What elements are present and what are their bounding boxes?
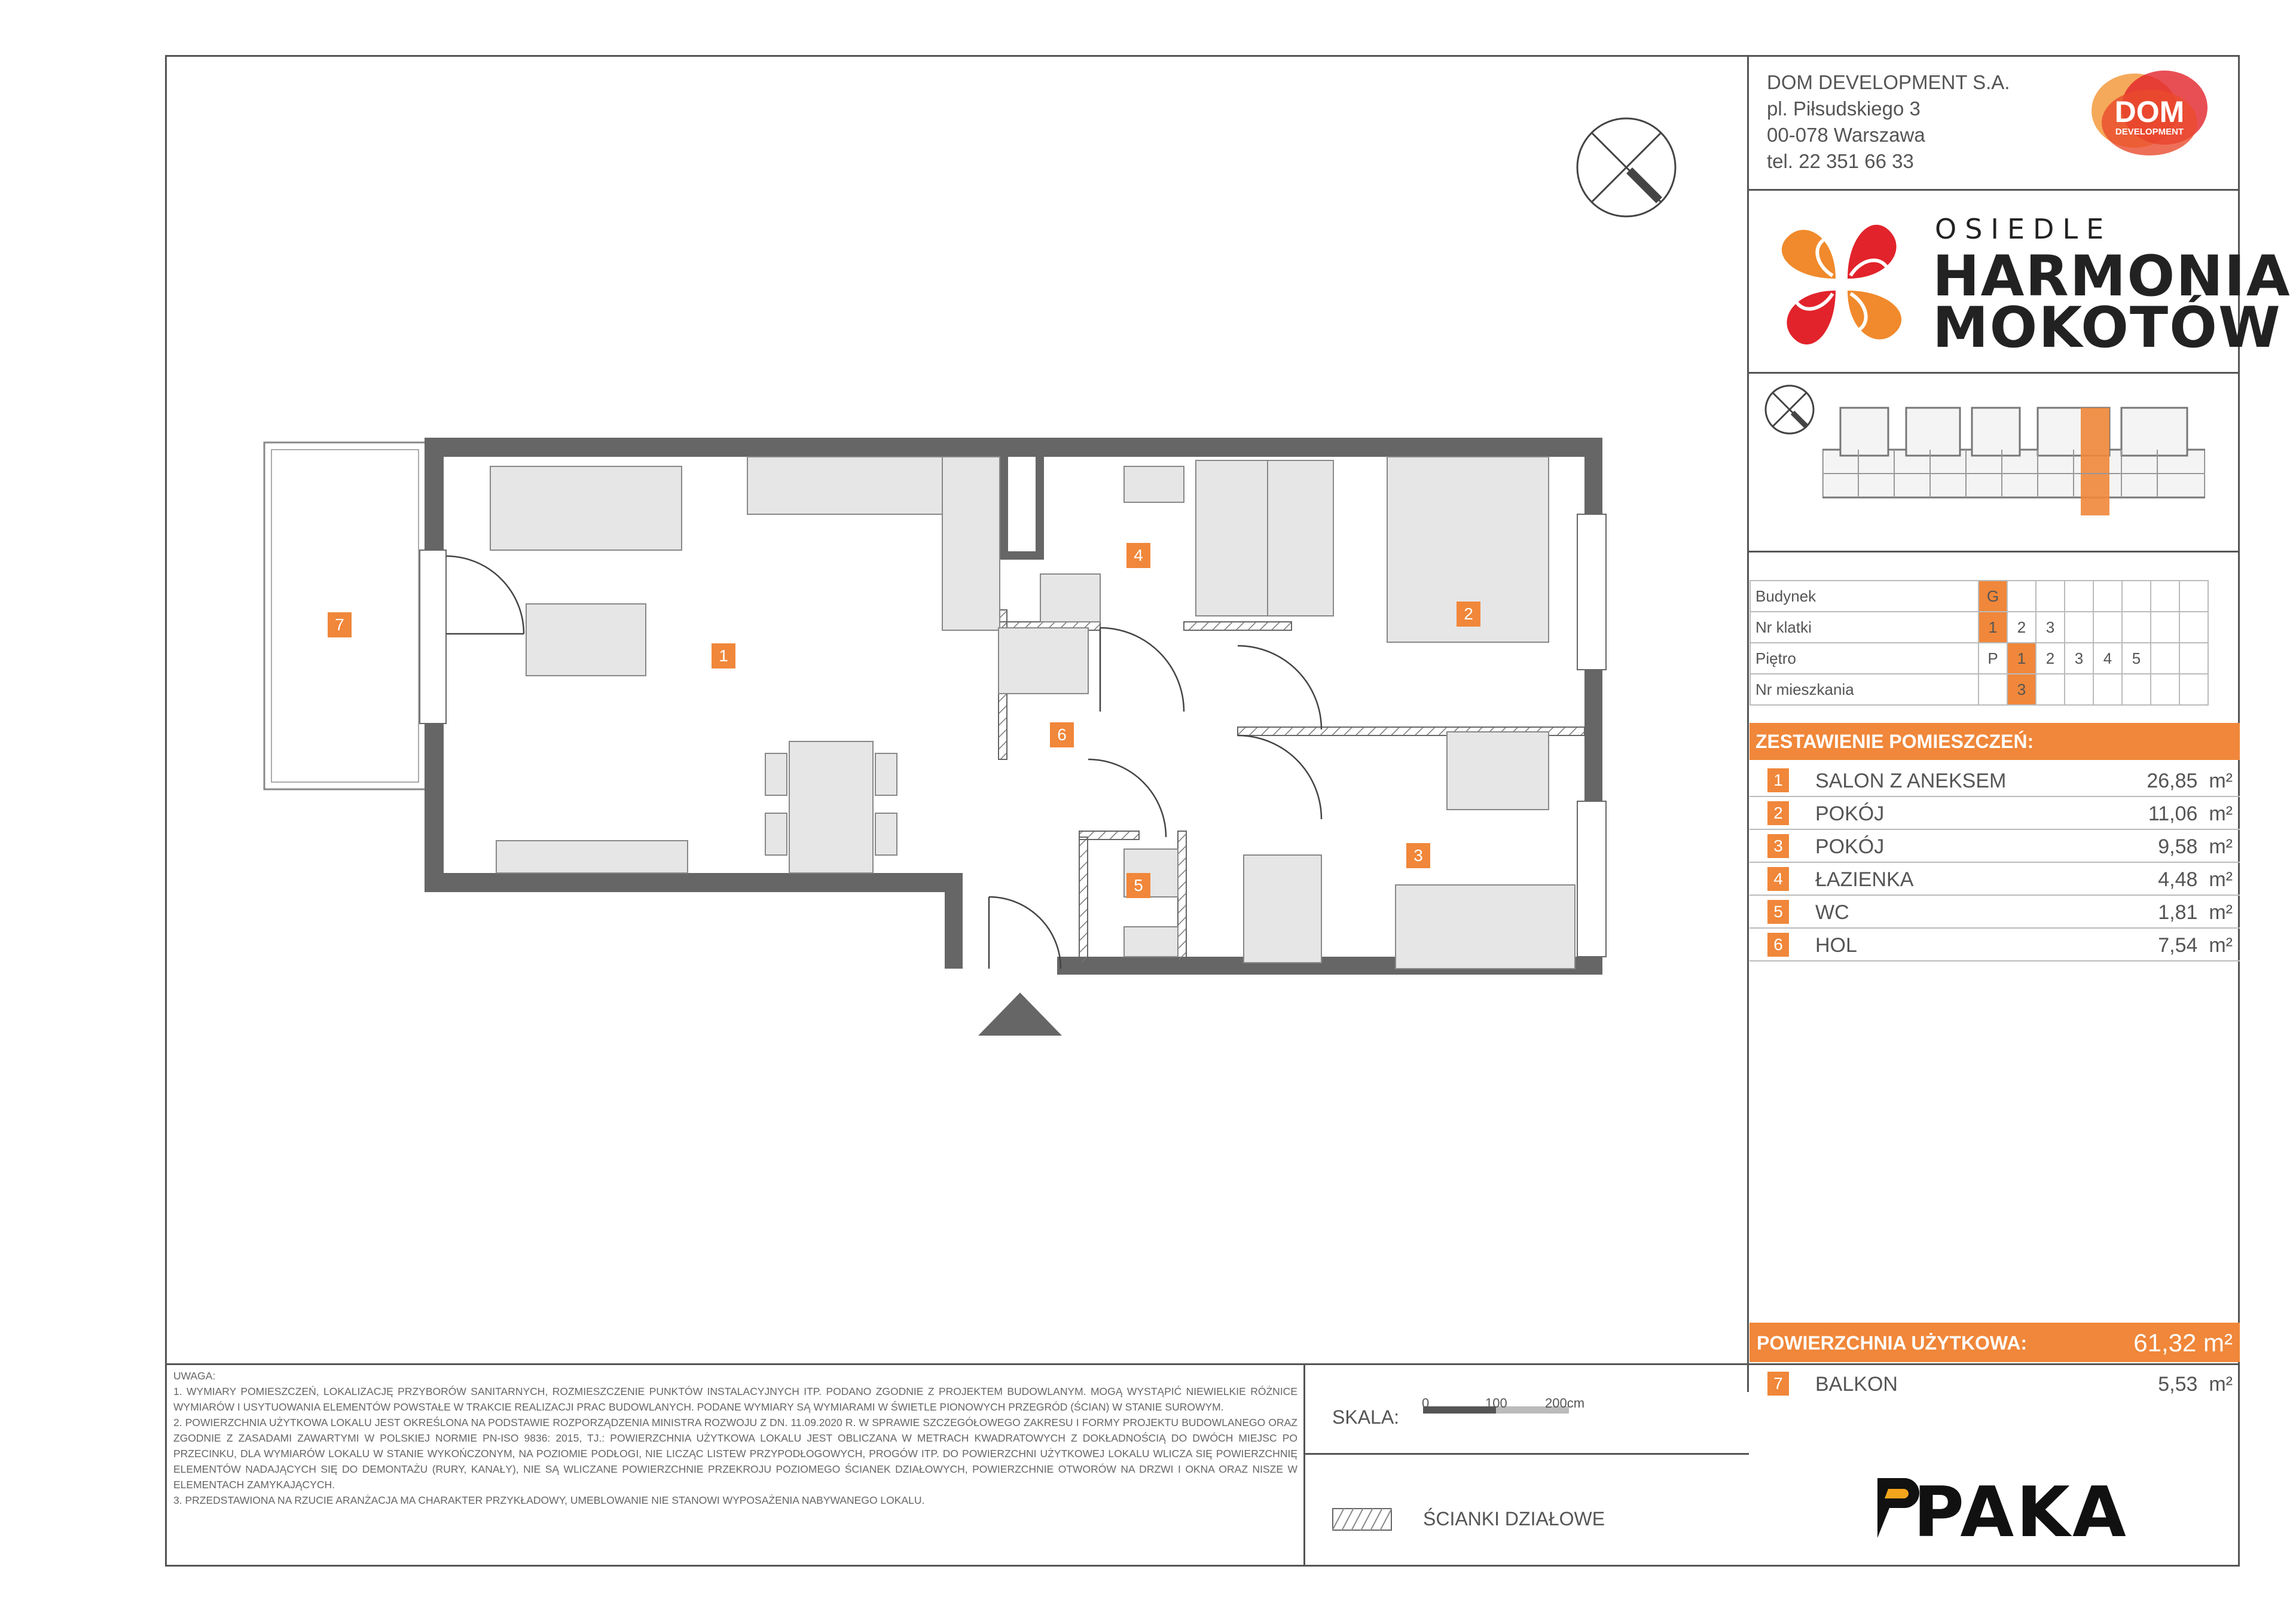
apartment-details-table xyxy=(1750,580,2209,706)
total-label: POWIERZCHNIA UŻYTKOWA: xyxy=(1757,1332,2028,1354)
note-2: 2. POWIERZCHNIA UŻYTKOWA LOKALU JEST OKREŚLONA NA PODSTAWIE ROZPORZĄDZENIA MINISTRA ROZWOJU Z DN. 11.09.2020 R. W SPRAWIE SZCZEGÓŁOWEGO ZAKRESU I FORMY PROJEKTU BUDOWLANEGO ORAZ ZGODNIE Z ZASADAMI ZAWARTYMI W POLSKIEJ NORMIE PN-ISO 9836: 2015, TJ.: POWIERZCHNIA UŻYTKOWA LOKALU JEST OBLICZANA W METRACH KWADRATOWYCH Z DOKŁADNOŚCIĄ DO DWÓCH MIEJSC PO PRZECINKU, DLA WYMIARÓW LOKALU W STANIE WYKOŃCZONYM, NA POZIOMIE PODŁOGI, NIE LICZĄC LISTEW PRZYPODŁOGOWYCH, PROGÓW ITP. DO POWIERZCHNI UŻYTKOWEJ LOKALU WLICZA SIĘ POWIERZCHNIĘ ELEMENTÓW NADAJĄCYCH SIĘ DO DEMONTAŻU (RURY, KANAŁY), NIE SĄ WLICZANE POWIERZCHNIE PRZEKROJU POZIOMEGO ŚCIANEK DZIAŁOWYCH, POWIERZCHNIE OTWORÓW NA DRZWI I OKNA ORAZ NISZE W ELEMENTACH ZAMYKAJĄCYCH. xyxy=(173,1417,1297,1491)
plan-label-1: 1 xyxy=(712,643,735,668)
disclaimer-notes xyxy=(173,1368,1297,1508)
room-area: 11,06 xyxy=(2148,802,2198,825)
plan-label-4: 4 xyxy=(1126,543,1150,568)
floor-value-4: 4 xyxy=(2093,643,2122,674)
room-row xyxy=(1750,765,2240,797)
room-unit: m² xyxy=(2209,868,2233,891)
room-row xyxy=(1750,896,2240,929)
legend-walls-label: ŚCIANKI DZIAŁOWE xyxy=(1423,1508,1605,1530)
building-label: Budynek xyxy=(1750,581,1979,612)
plan-label-7: 7 xyxy=(328,612,352,637)
project-title-line1: OSIEDLE xyxy=(1935,213,2112,245)
divider-keyplan xyxy=(1747,551,2240,552)
north-compass-icon xyxy=(1573,114,1680,224)
right-column-divider xyxy=(1747,55,1749,1392)
room-area: 1,81 xyxy=(2158,901,2198,924)
company-name: DOM DEVELOPMENT S.A. xyxy=(1767,71,2010,93)
dom-logo-sub: DEVELOPMENT xyxy=(2115,127,2184,137)
room-area: 26,85 xyxy=(2147,770,2198,792)
harmonia-flower-icon xyxy=(1770,213,1913,356)
plan-label-2: 2 xyxy=(1457,602,1480,627)
room-unit: m² xyxy=(2209,802,2233,825)
room-name: HOL xyxy=(1815,934,1857,957)
total-value: 61,32 m² xyxy=(2133,1329,2233,1357)
scale-tick-200: 200cm xyxy=(1545,1396,1585,1411)
staircase-value-2: 2 xyxy=(2007,612,2036,643)
scale-tick-0: 0 xyxy=(1422,1396,1430,1411)
room-unit: m² xyxy=(2209,901,2233,924)
project-title-line3: MOKOTÓW xyxy=(1932,295,2282,361)
floor-plan xyxy=(263,431,1638,1055)
room-row xyxy=(1750,929,2240,961)
floor-value-5: 5 xyxy=(2122,643,2151,674)
apartment-label: Nr mieszkania xyxy=(1750,674,1979,705)
scale-tick-100: 100 xyxy=(1485,1396,1507,1411)
company-street: pl. Piłsudskiego 3 xyxy=(1767,97,1921,120)
balcony-name: BALKON xyxy=(1815,1373,1898,1396)
room-unit: m² xyxy=(2209,770,2233,792)
room-row xyxy=(1750,831,2240,863)
room-number: 4 xyxy=(1767,867,1789,891)
brand-text: PAKA xyxy=(1913,1472,2129,1553)
usable-area-total xyxy=(1750,1323,2240,1362)
floor-value-2: 2 xyxy=(2036,643,2065,674)
building-key-plan xyxy=(1822,402,2205,524)
floor-value-3: 3 xyxy=(2065,643,2093,674)
room-name: POKÓJ xyxy=(1815,802,1885,825)
rooms-header: ZESTAWIENIE POMIESZCZEŃ: xyxy=(1750,723,2240,760)
building-value: G xyxy=(1979,581,2007,612)
room-row xyxy=(1750,798,2240,830)
project-title-line2: HARMONIA xyxy=(1932,244,2291,309)
room-area: 7,54 xyxy=(2158,934,2198,957)
dom-development-logo xyxy=(2087,66,2212,161)
room-number: 3 xyxy=(1767,834,1789,858)
dom-logo-text: DOM xyxy=(2114,95,2185,129)
divider-project xyxy=(1747,372,2240,374)
company-phone: tel. 22 351 66 33 xyxy=(1767,150,1914,172)
room-row xyxy=(1750,863,2240,896)
key-plan-compass-icon xyxy=(1763,383,1816,439)
notes-title: UWAGA: xyxy=(173,1370,216,1382)
balcony-number: 7 xyxy=(1767,1372,1789,1396)
staircase-value-3: 3 xyxy=(2036,612,2065,643)
room-name: SALON Z ANEKSEM xyxy=(1815,770,2007,792)
note-3: 3. PRZEDSTAWIONA NA RZUCIE ARANŻACJA MA CHARAKTER PRZYKŁADOWY, UMEBLOWANIE NIE STANOWI WYPOSAŻENIA NABYWANEGO LOKALU. xyxy=(173,1494,925,1506)
room-name: ŁAZIENKA xyxy=(1815,868,1914,891)
scale-label: SKALA: xyxy=(1332,1406,1400,1428)
company-city: 00-078 Warszawa xyxy=(1767,124,1925,146)
staircase-label: Nr klatki xyxy=(1750,612,1979,643)
room-unit: m² xyxy=(2209,934,2233,957)
plan-label-6: 6 xyxy=(1050,722,1074,747)
staircase-value-1: 1 xyxy=(1979,612,2007,643)
balcony-row xyxy=(1750,1368,2240,1400)
note-1: 1. WYMIARY POMIESZCZEŃ, LOKALIZACJĘ PRZYBORÓW SANITARNYCH, ROZMIESZCZENIE PUNKTÓW INSTALACYJNYCH ITP. PODANO ZGODNIE Z PROJEKTEM BUDOWLANYM. MOGĄ WYSTĄPIĆ NIEWIELKIE RÓŻNICE WYMIARÓW I USYTUOWANIA ELEMENTÓW POWSTAŁE W TRAKCIE REALIZACJI PRAC BUDOWLANYCH. PODANE WYMIARY SĄ WYMIARAMI W ŚWIETLE PIONOWYCH PRZEGRÓD (ŚCIAN) W STANIE SUROWYM. xyxy=(173,1385,1297,1413)
floor-label: Piętro xyxy=(1750,643,1979,674)
room-name: POKÓJ xyxy=(1815,835,1885,858)
floor-value-p: P xyxy=(1979,643,2007,674)
divider-bottom-notes xyxy=(165,1363,2240,1365)
room-number: 5 xyxy=(1767,900,1789,924)
room-name: WC xyxy=(1815,901,1849,924)
plan-label-5: 5 xyxy=(1126,873,1150,898)
room-area: 4,48 xyxy=(2158,868,2198,891)
partition-wall-legend-icon xyxy=(1332,1508,1392,1534)
company-info xyxy=(1767,69,2010,175)
room-unit: m² xyxy=(2209,835,2233,858)
plan-label-3: 3 xyxy=(1406,843,1430,868)
entrance-arrow-icon xyxy=(978,993,1062,1039)
room-number: 2 xyxy=(1767,801,1789,825)
room-number: 1 xyxy=(1767,768,1789,792)
balcony-unit: m² xyxy=(2209,1373,2233,1396)
divider-scale-legend xyxy=(1303,1453,1749,1455)
divider-company xyxy=(1747,189,2240,191)
room-number: 6 xyxy=(1767,933,1789,957)
divider-notes-scale xyxy=(1303,1363,1305,1567)
floor-value-1: 1 xyxy=(2007,643,2036,674)
apartment-value: 3 xyxy=(2007,674,2036,705)
room-area: 9,58 xyxy=(2158,835,2198,858)
balcony-area: 5,53 xyxy=(2158,1373,2198,1396)
